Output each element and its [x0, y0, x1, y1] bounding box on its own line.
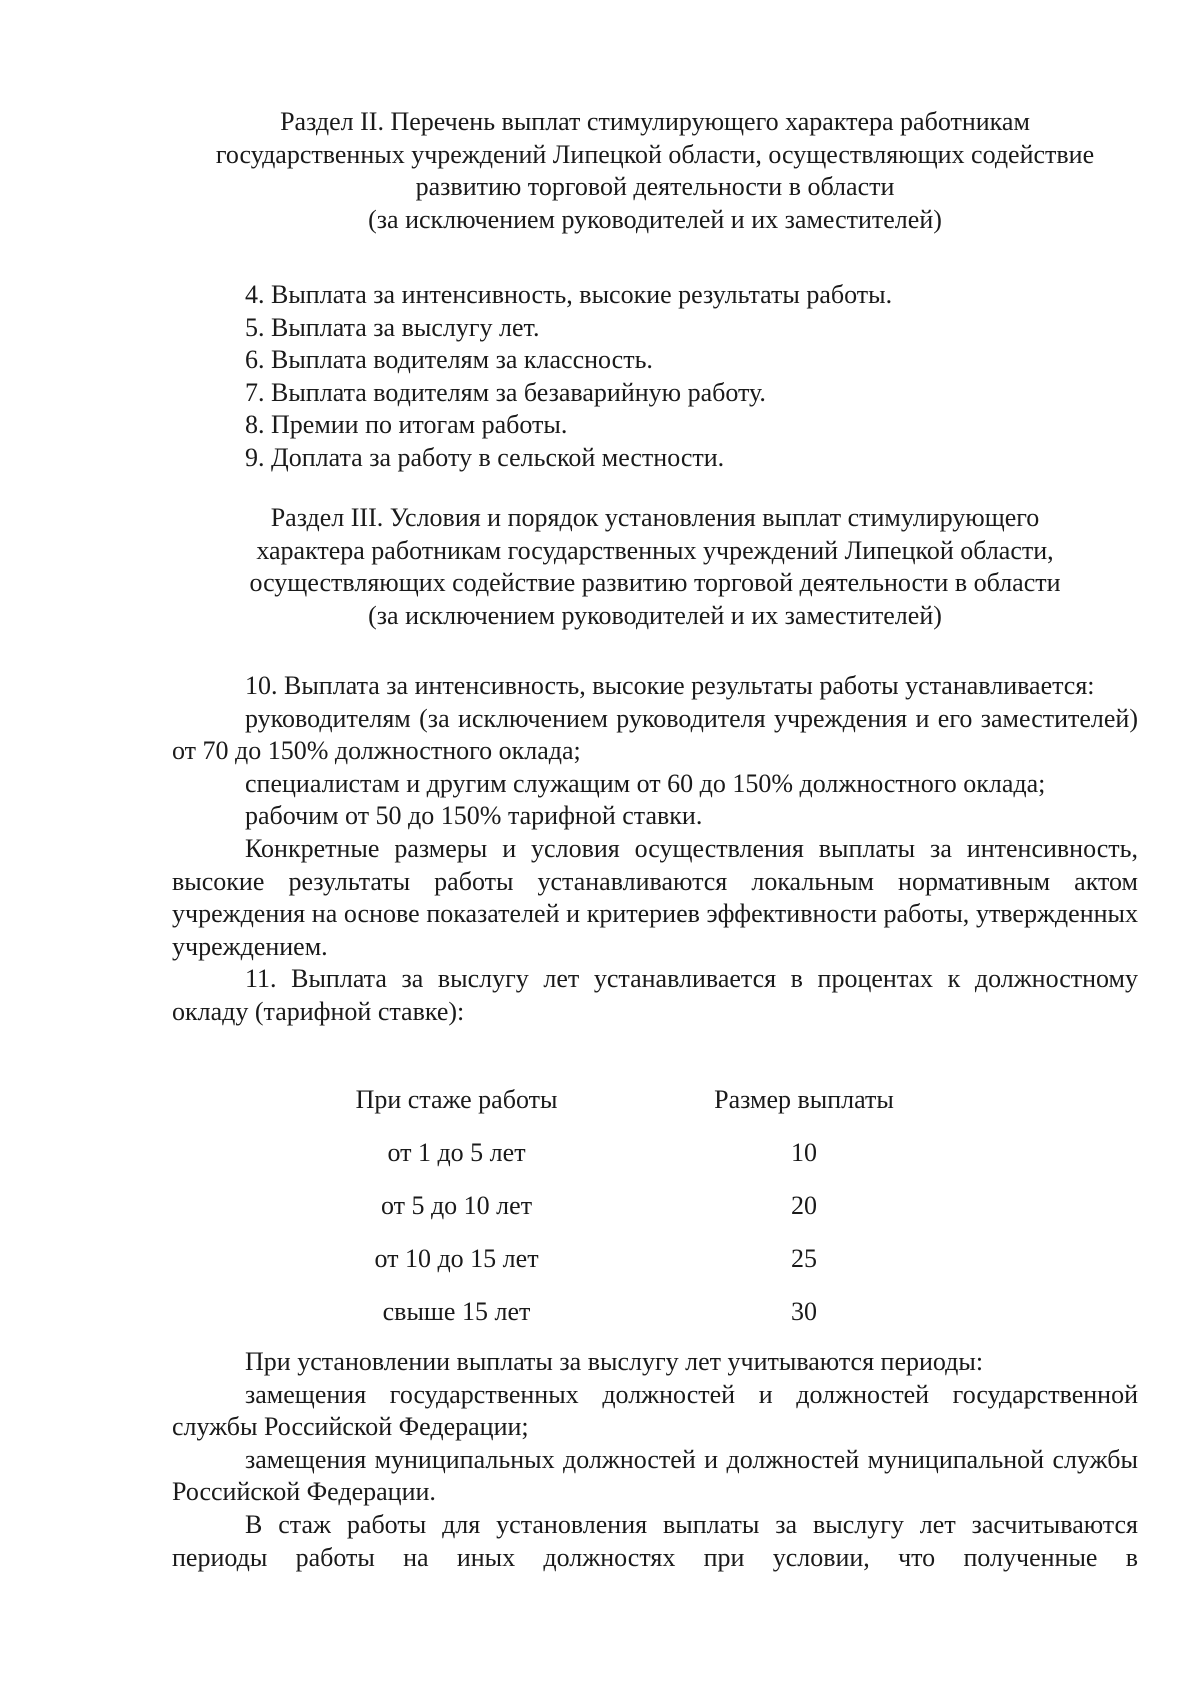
- paragraph-10-workers: рабочим от 50 до 150% тарифной ставки.: [245, 801, 703, 831]
- table-row: [172, 1297, 1138, 1337]
- section-3-heading-line: осуществляющих содействие развитию торговой деятельности в области: [249, 568, 1061, 597]
- section-3-heading: [172, 502, 1138, 632]
- list-item: 6. Выплата водителям за классность.: [245, 345, 653, 375]
- list-item: 4. Выплата за интенсивность, высокие результаты работы.: [245, 280, 893, 309]
- table-row: [172, 1191, 1138, 1231]
- column-header-experience: При стаже работы: [355, 1085, 558, 1114]
- section-3-body: [172, 670, 1138, 1029]
- section-2-heading-line: Раздел II. Перечень выплат стимулирующего характера работникам: [280, 107, 1030, 136]
- amount-cell: 30: [791, 1297, 817, 1326]
- after-table-body: [172, 1346, 1138, 1574]
- list-item: 5. Выплата за выслугу лет.: [245, 312, 540, 342]
- experience-cell: от 10 до 15 лет: [374, 1244, 539, 1273]
- list-item: 8. Премии по итогам работы.: [245, 410, 568, 440]
- section-3-heading-line: Раздел III. Условия и порядок установления выплат стимулирующего: [270, 503, 1040, 532]
- column-header-amount: Размер выплаты: [714, 1085, 894, 1114]
- paragraph-10-intro: 10. Выплата за интенсивность, высокие результаты работы устанавливается:: [245, 671, 1095, 700]
- periods-intro: При установлении выплаты за выслугу лет учитываются периоды:: [245, 1347, 984, 1376]
- paragraph-10-specialists: специалистам и другим служащим от 60 до 150% должностного оклада;: [245, 768, 1046, 798]
- amount-cell: 20: [791, 1191, 817, 1220]
- amount-cell: 25: [791, 1244, 817, 1273]
- experience-cell: от 5 до 10 лет: [380, 1191, 533, 1220]
- section-2-heading-line: развитию торговой деятельности в области: [415, 172, 895, 201]
- period-municipal-service: замещения муниципальных должностей и должностей муниципальной службы Российской Федерации.: [172, 1444, 1138, 1507]
- paragraph-10-managers: руководителям (за исключением руководителя учреждения и его заместителей) от 70 до 150% должностного оклада;: [172, 703, 1138, 766]
- list-item: 9. Доплата за работу в сельской местности.: [245, 442, 725, 472]
- experience-cell: от 1 до 5 лет: [387, 1138, 526, 1167]
- period-state-service: замещения государственных должностей и должностей государственной службы Российской Федерации;: [172, 1379, 1138, 1442]
- table-row: [172, 1244, 1138, 1284]
- section-2-heading-line: (за исключением руководителей и их заместителей): [368, 204, 942, 234]
- section-2-heading-line: государственных учреждений Липецкой области, осуществляющих содействие: [215, 139, 1095, 169]
- experience-cell: свыше 15 лет: [382, 1297, 531, 1326]
- table-header-row: [172, 1085, 1138, 1125]
- section-2-heading: [172, 106, 1138, 236]
- list-item: 7. Выплата водителям за безаварийную работу.: [245, 377, 766, 407]
- table-row: [172, 1138, 1138, 1178]
- section-3-heading-line: характера работникам государственных учреждений Липецкой области,: [256, 535, 1054, 565]
- paragraph-10-specific: Конкретные размеры и условия осуществления выплаты за интенсивность, высокие результаты работы устанавливаются локальным нормативным актом учреждения на основе показателей и критериев эффективности работы, утвержденных учреждением.: [172, 833, 1138, 961]
- paragraph-stazh-other: В стаж работы для установления выплаты за выслугу лет засчитываются периоды работы на иных должностях при условии, что полученные в: [172, 1509, 1138, 1572]
- payments-list: [245, 279, 892, 475]
- section-3-heading-line: (за исключением руководителей и их заместителей): [368, 600, 942, 630]
- paragraph-11-intro: 11. Выплата за выслугу лет устанавливается в процентах к должностному окладу (тарифной ставке):: [172, 964, 1138, 1026]
- amount-cell: 10: [791, 1138, 817, 1167]
